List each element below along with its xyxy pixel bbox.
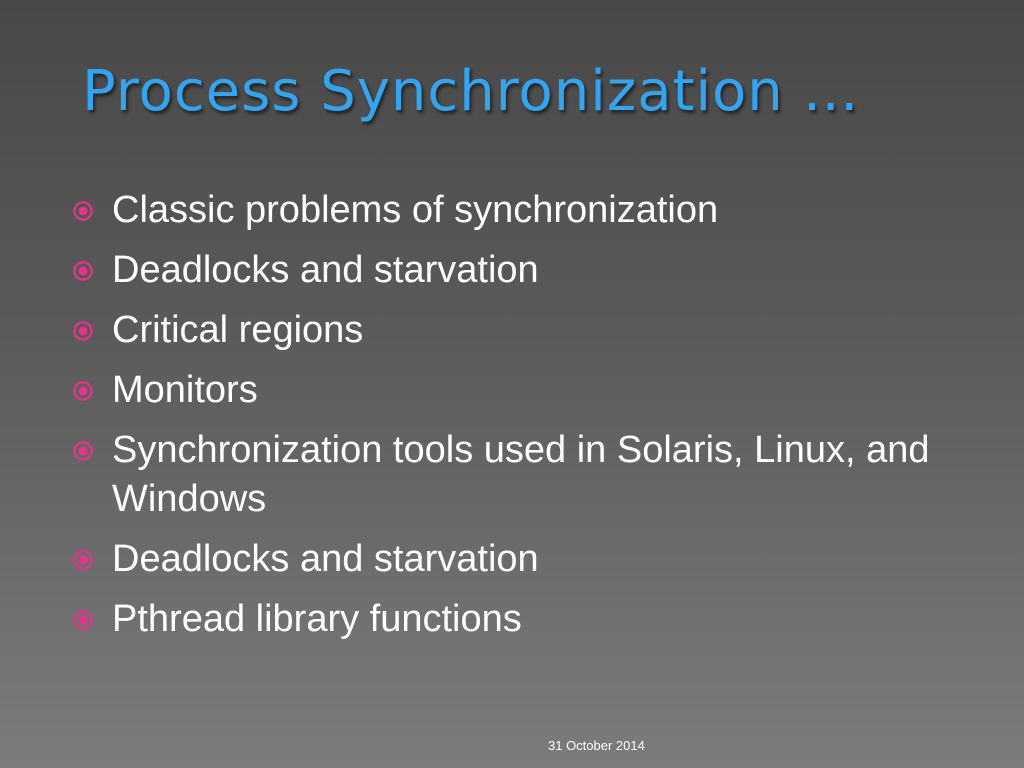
circled-dot-icon — [72, 186, 112, 235]
list-item — [72, 246, 972, 295]
bullet-text: Classic problems of synchronization — [112, 189, 719, 231]
bullet-list — [72, 186, 972, 655]
list-item — [72, 306, 972, 355]
bullet-text: Deadlocks and starvation — [112, 538, 539, 580]
list-item — [72, 595, 972, 644]
bullet-text: Deadlocks and starvation — [112, 249, 539, 291]
bullet-text: Critical regions — [112, 309, 364, 351]
circled-dot-icon — [72, 366, 112, 415]
slide-title: Process Synchronization … — [82, 59, 860, 124]
circled-dot-icon — [72, 246, 112, 295]
circled-dot-icon — [72, 595, 112, 644]
bullet-text: Synchronization tools used in Solaris, Linux, and Windows — [112, 429, 930, 520]
list-item — [72, 366, 972, 415]
circled-dot-icon — [72, 535, 112, 584]
list-item — [72, 426, 972, 524]
list-item — [72, 186, 972, 235]
circled-dot-icon — [72, 306, 112, 355]
footer-date: 31 October 2014 — [548, 738, 645, 753]
circled-dot-icon — [72, 426, 112, 475]
list-item — [72, 535, 972, 584]
bullet-text: Monitors — [112, 369, 258, 411]
bullet-text: Pthread library functions — [112, 598, 522, 640]
